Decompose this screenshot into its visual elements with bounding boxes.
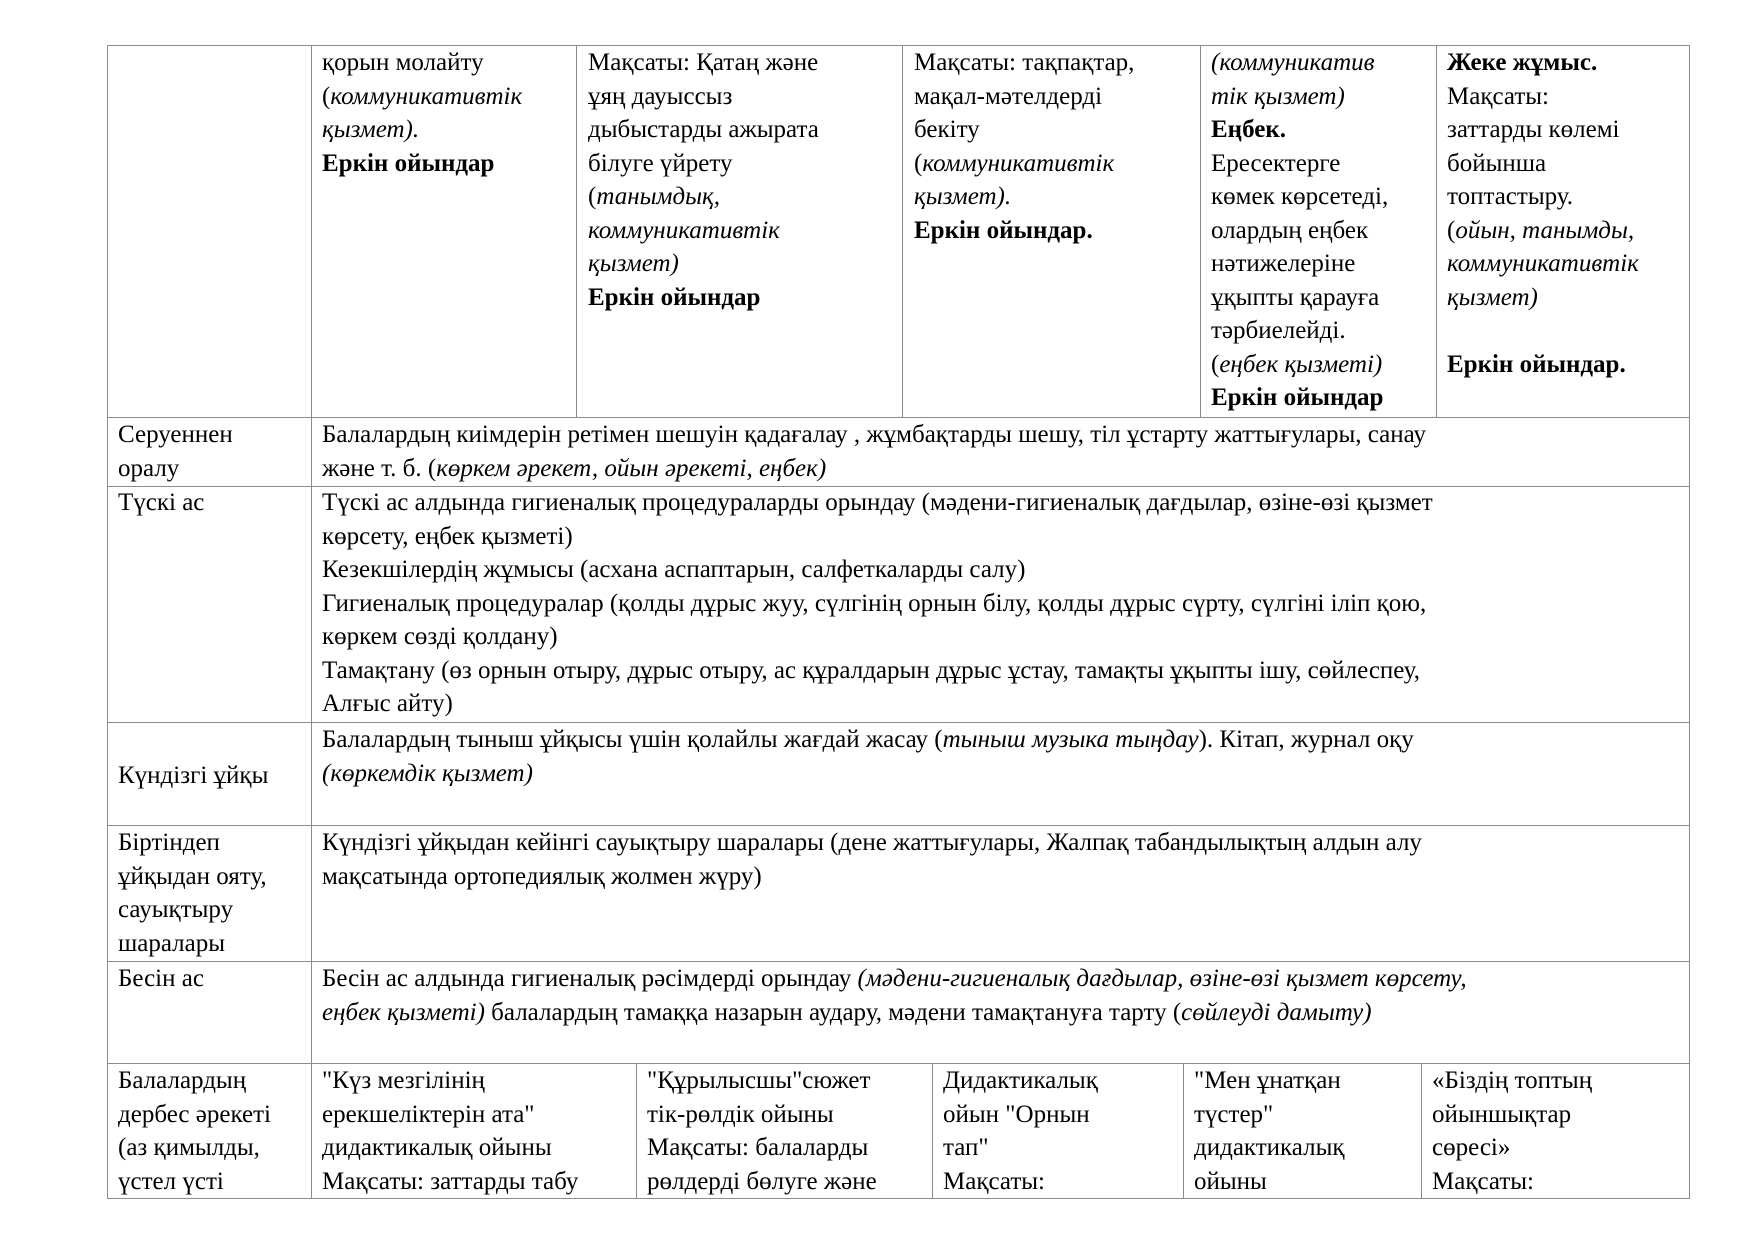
row-content-nap: Балалардың тыныш ұйқысы үшін қолайлы жағдай жасау (тыныш музыка тыңдау). Кітап, журнал оқу (көркемдік қызмет) bbox=[322, 726, 1414, 787]
table-border-right bbox=[1689, 45, 1690, 1199]
row-content-lunch: Түскі ас алдында гигиеналық процедураларды орындау (мәдени-гигиеналық дағдылар, өзіне-өзі қызмет көрсету, еңбек қызметі) Кезекшілердің жұмысы (асхана аспаптарын, салфеткаларды салу) Гигиеналық процедуралар (қолды дұрыс жуу, сүлгінің орнын білу, қолды дұрыс сүрту, сүлгіні іліп қою, көркем сөзді қолдану) Тамақтану (өз орнын отыру, дұрыс отыру, ас құралдарын дұрыс ұстау, тамақты ұқыпты ішу, сөйлеспеу, Алғыс айту) bbox=[322, 489, 1433, 717]
top-cell-3: Мақсаты: тақпақтар, мақал-мәтелдерді бекіту (коммуникативтік қызмет). Еркін ойындар. bbox=[914, 49, 1135, 244]
col-divider bbox=[902, 45, 903, 417]
col-divider bbox=[1200, 45, 1201, 417]
col-divider bbox=[1436, 45, 1437, 417]
independent-cell-4: "Мен ұнатқан түстер" дидактикалық ойыны bbox=[1194, 1067, 1345, 1195]
row-label-nap: Күндізгі ұйқы bbox=[118, 762, 269, 789]
top-cell-2: Мақсаты: Қатаң және ұяң дауыссыз дыбыстарды ажырата білуге үйрету (танымдық, коммуникативтік қызмет) Еркін ойындар bbox=[588, 49, 819, 311]
col-divider bbox=[576, 45, 577, 417]
top-cell-5: Жеке жұмыс. Мақсаты: заттарды көлемі бойынша топтастыру. (ойын, танымды, коммуникативтік қызмет) Еркін ойындар. bbox=[1447, 49, 1639, 378]
independent-cell-1: "Күз мезгілінің ерекшеліктерін ата" дидактикалық ойыны Мақсаты: заттарды табу bbox=[322, 1067, 579, 1195]
row-label-wake: Біртіндеп ұйқыдан ояту, сауықтыру шаралары bbox=[118, 829, 267, 957]
row-label-lunch: Түскі ас bbox=[118, 489, 205, 516]
independent-cell-5: «Біздің топтың ойыншықтар сөресі» Мақсаты: bbox=[1432, 1067, 1593, 1195]
row-label-return-walk: Серуеннен оралу bbox=[118, 421, 233, 482]
table-border-left bbox=[107, 45, 108, 1199]
col-divider bbox=[1183, 1063, 1184, 1198]
table-border-bottom bbox=[107, 1198, 1689, 1199]
independent-cell-3: Дидактикалық ойын "Орнын тап" Мақсаты: bbox=[943, 1067, 1098, 1195]
top-cell-4: (коммуникатив тік қызмет) Еңбек. Ересектерге көмек көрсетеді, олардың еңбек нәтижелеріне ұқыпты қарауға тәрбиелейді. (еңбек қызметі) Еркін ойындар bbox=[1211, 49, 1389, 411]
col-divider bbox=[1421, 1063, 1422, 1198]
row-label-independent: Балалардың дербес әрекеті (аз қимылды, үстел үсті bbox=[118, 1067, 271, 1195]
row-content-snack: Бесін ас алдында гигиеналық рәсімдерді орындау (мәдени-гигиеналық дағдылар, өзіне-өзі қызмет көрсету, еңбек қызметі) балалардың тамаққа назарын аудару, мәдени тамақтануға тарту (сөйлеуді дамыту) bbox=[322, 965, 1467, 1026]
top-cell-1: қорын молайту (коммуникативтік қызмет). Еркін ойындар bbox=[322, 49, 523, 177]
row-label-snack: Бесін ас bbox=[118, 965, 204, 992]
independent-cell-2: "Құрылысшы"сюжет тік-рөлдік ойыны Мақсаты: балаларды рөлдерді бөлуге және bbox=[647, 1067, 877, 1195]
row-content-return-walk: Балалардың киімдерін ретімен шешуін қадағалау , жұмбақтарды шешу, тіл ұстарту жаттығулары, санау және т. б. (көркем әрекет, ойын әрекеті, еңбек) bbox=[322, 421, 1426, 482]
row-content-wake: Күндізгі ұйқыдан кейінгі сауықтыру шаралары (дене жаттығулары, Жалпақ табандылықтың алдын алу мақсатында ортопедиялық жолмен жүру) bbox=[322, 829, 1422, 890]
label-column-divider bbox=[311, 45, 312, 1199]
italic-text: коммуникативтік bbox=[330, 82, 523, 110]
col-divider bbox=[932, 1063, 933, 1198]
col-divider bbox=[636, 1063, 637, 1198]
